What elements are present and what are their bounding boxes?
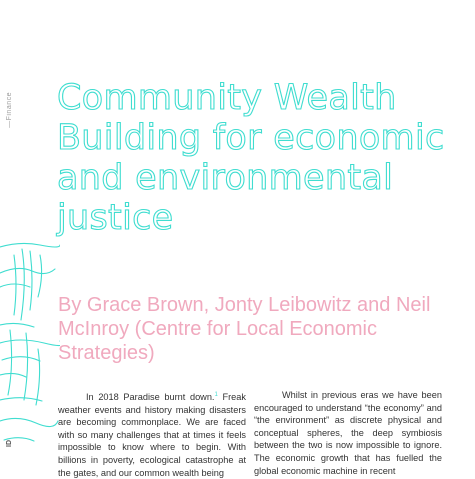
body-column-left bbox=[58, 389, 246, 479]
footnote-marker[interactable]: 1 bbox=[214, 392, 218, 398]
body-column-right bbox=[254, 389, 442, 477]
article-title: Community Wealth Building for economic and environmental justice bbox=[57, 78, 445, 238]
paragraph-right: Whilst in previous eras we have been encouraged to understand “the economy” and “the environment” as discrete physical and conceptual spheres, the deep symbiosis between the two is now impossible to ignore. The economic growth that has fuelled the global economic machine in recent bbox=[254, 390, 442, 476]
paragraph-left-continued: Freak weather events and history making disasters are becoming commonplace. We are faced with so many challenges that at times it feels impossible to know where to begin. With billions in poverty, ecological catastrophe at the gates, and our common wealth being bbox=[58, 392, 246, 478]
article-byline: By Grace Brown, Jonty Leibowitz and Neil McInroy (Centre for Local Economic Strategies) bbox=[58, 294, 431, 364]
decorative-swirl-graphic bbox=[0, 225, 60, 475]
side-mark: ID bbox=[6, 440, 13, 447]
paragraph-left bbox=[58, 389, 246, 479]
paragraph-left-start: In 2018 Paradise burnt down. bbox=[86, 392, 215, 403]
section-label: —Finance bbox=[6, 92, 13, 128]
